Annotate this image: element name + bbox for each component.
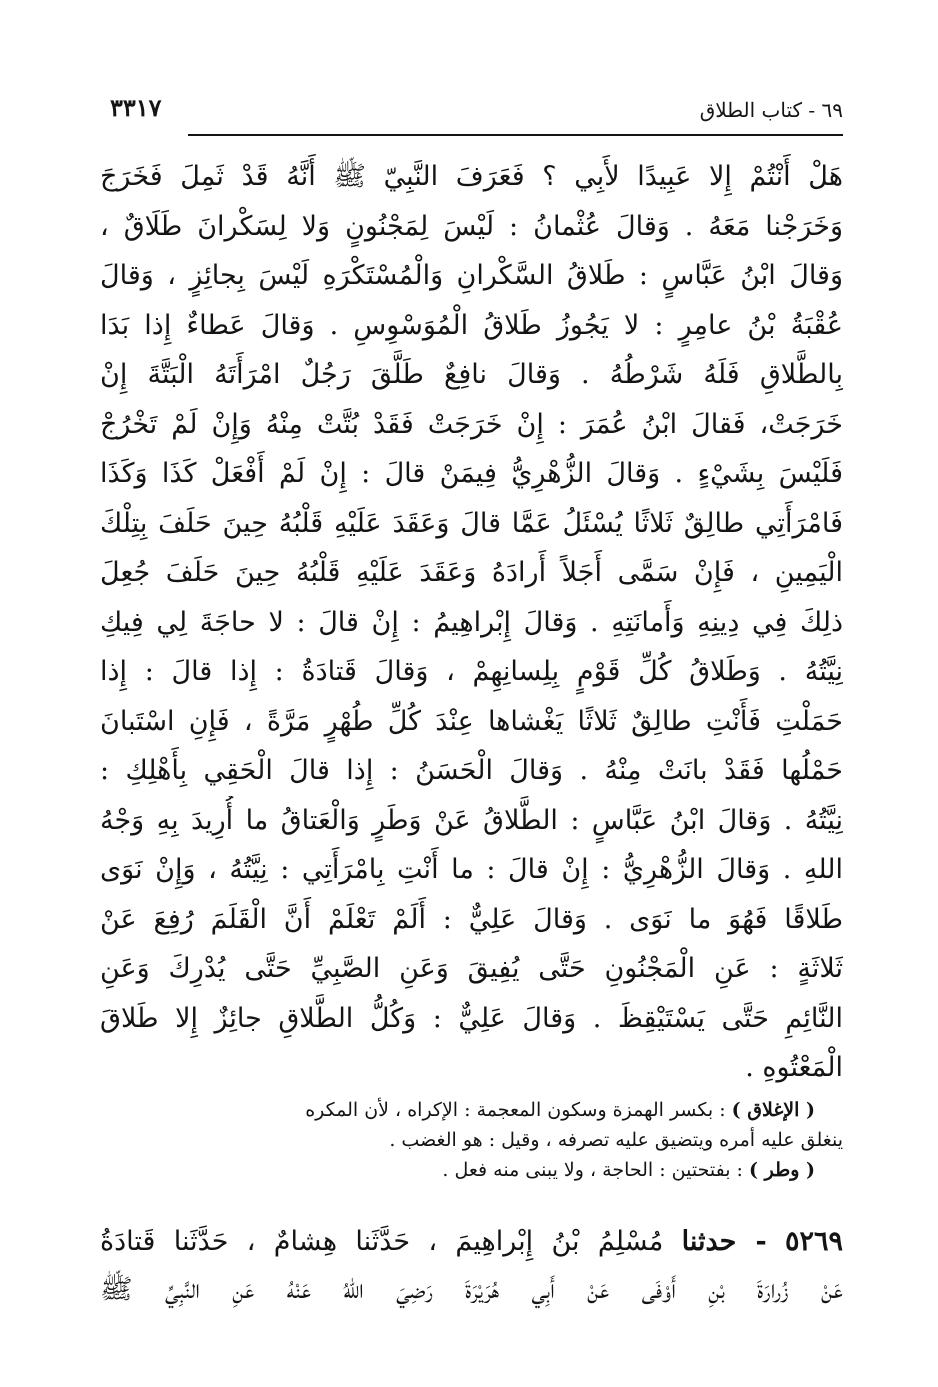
text-line: اللهِ . وَقالَ الزُّهْرِيُّ : إِنْ قالَ : ما أَنْتِ بِامْرَأَتِي : نِيَّتُهُ ، وَإِنْ نَوَى [100, 854, 843, 885]
main-text [100, 152, 843, 1093]
footnote-1-term: ( الإغلاق ) [731, 1099, 815, 1121]
page-header [110, 92, 843, 132]
text-line: فَامْرَأَتِي طالِقٌ ثَلاثًا يُسْئَلُ عَمَّا قالَ وَعَقَدَ عَلَيْهِ قَلْبُهُ حِينَ حَلَفَ بِتِلْكَ [100, 507, 843, 539]
footnote-1-continuation: ينغلق عليه أمره ويتضيق عليه تصرفه ، وقيل : هو الغضب . [389, 1129, 843, 1151]
footnote-2 [100, 1155, 843, 1185]
text-line: عُقْبَةُ بْنُ عامِرٍ : لا يَجُوزُ طَلاقُ الْمُوَسْوِسِ . وَقالَ عَطاءٌ إِذا بَدَا [100, 309, 843, 341]
text-line: فَلَيْسَ بِشَيْءٍ . وَقالَ الزُّهْرِيُّ فِيمَنْ قالَ : إِنْ لَمْ أَفْعَلْ كَذَا وَكَذَا [100, 458, 843, 489]
text-line: ذلِكَ فِي دِينِهِ وَأَمانَتِهِ . وَقالَ إِبْراهِيمُ : إِنْ قالَ : لا حاجَةَ لِي فِيكِ [100, 606, 843, 638]
footnote-1-text: : بكسر الهمزة وسكون المعجمة : الإكراه ، لأن المكره [305, 1099, 726, 1121]
text-line: الْيَمِينِ ، فَإِنْ سَمَّى أَجَلاً أَرادَهُ وَعَقَدَ عَلَيْهِ قَلْبُهُ حِينَ حَلَفَ جُعِلَ [100, 557, 843, 588]
text-line: وَخَرَجْنا مَعَهُ . وَقالَ عُثْمانُ : لَيْسَ لِمَجْنُونٍ وَلا لِسَكْرانَ طَلَاقٌ ، [100, 210, 843, 242]
text-line: نِيَّتُهُ . وَطَلاقُ كُلِّ قَوْمٍ بِلِسانِهِمْ ، وَقالَ قَتادَةُ : إِذا قالَ : إِذا [100, 656, 843, 687]
text-line: ثَلاثَةٍ : عَنِ الْمَجْنُونِ حَتَّى يُفِيقَ وَعَنِ الصَّبِيِّ حَتَّى يُدْرِكَ وَعَنِ [100, 953, 843, 984]
footnote-1 [100, 1095, 843, 1125]
text-line: بِالطَّلاقِ فَلَهُ شَرْطُهُ . وَقالَ نافِعٌ طَلَّقَ رَجُلٌ امْرَأَتَهُ الْبَتَّةَ إِنْ [100, 359, 843, 390]
footnotes [100, 1095, 843, 1185]
chapter-title: ٦٩ - كتاب الطلاق [699, 98, 843, 122]
text-line: وَقالَ ابْنُ عَبَّاسٍ : طَلاقُ السَّكْرانِ وَالْمُسْتَكْرَهِ لَيْسَ بِجائِزٍ ، وَقالَ [100, 260, 843, 291]
text-line: الْمَعْتُوهِ . [745, 1052, 843, 1083]
text-line: خَرَجَتْ، فَقالَ ابْنُ عُمَرَ : إِنْ خَرَجَتْ فَقَدْ بُتَّتْ مِنْهُ وَإِنْ لَمْ تَخْرُجْ [100, 408, 843, 440]
text-line: حَمَلْتِ فَأَنْتِ طالِقٌ ثَلاثًا يَغْشاها عِنْدَ كُلِّ طُهْرٍ مَرَّةً ، فَإِنِ اسْتَبانَ [100, 705, 843, 737]
header-rule [188, 134, 843, 136]
text-line: حَمْلُها فَقَدْ بانَتْ مِنْهُ . وَقالَ الْحَسَنُ : إِذا قالَ الْحَقِي بِأَهْلِكِ : [100, 755, 843, 786]
hadith-number: ٥٢٦٩ [784, 1226, 843, 1257]
hadith-line-1-text: مُسْلِمُ بْنُ إِبْراهِيمَ ، حَدَّثَنا هِشامٌ ، حَدَّثَنا قَتادَةُ [100, 1226, 664, 1257]
text-line: النَّائِمِ حَتَّى يَسْتَيْقِظَ . وَقالَ عَلِيٌّ : وَكُلُّ الطَّلاقِ جائِزٌ إِلا طَلاقَ [100, 1002, 843, 1034]
text-line: طَلاقًا فَهُوَ ما نَوَى . وَقالَ عَلِيٌّ : أَلَمْ تَعْلَمْ أَنَّ الْقَلَمَ رُفِعَ عَنْ [100, 903, 843, 935]
hadith-keyword: - حدثنا [681, 1226, 767, 1257]
footnote-2-term: ( وطر ) [749, 1159, 815, 1181]
footnote-2-text: : بفتحتين : الحاجة ، ولا يبنى منه فعل . [442, 1159, 743, 1181]
hadith-block [100, 1218, 843, 1314]
text-line: نِيَّتُهُ . وَقالَ ابْنُ عَبَّاسٍ : الطَّلاقُ عَنْ وَطَرٍ وَالْعَتاقُ ما أُرِيدَ بِهِ وَجْهُ [100, 804, 843, 836]
hadith-line-1 [100, 1218, 843, 1266]
hadith-line-2: عَنْ زُرارَةَ بْنِ أَوْفَى عَنْ أَبِي هُرَيْرَةَ رَضِيَ اللهُ عَنْهُ عَنِ النَّبِيِّ ﷺ [100, 1274, 843, 1305]
page-number: ٣٣١٧ [110, 93, 162, 122]
text-line: هَلْ أَنْتُمْ إِلا عَبِيدًا لأَبِي ؟ فَعَرَفَ النَّبِيّ ﷺ أَنَّهُ قَدْ ثَمِلَ فَخَرَجَ [100, 161, 843, 192]
